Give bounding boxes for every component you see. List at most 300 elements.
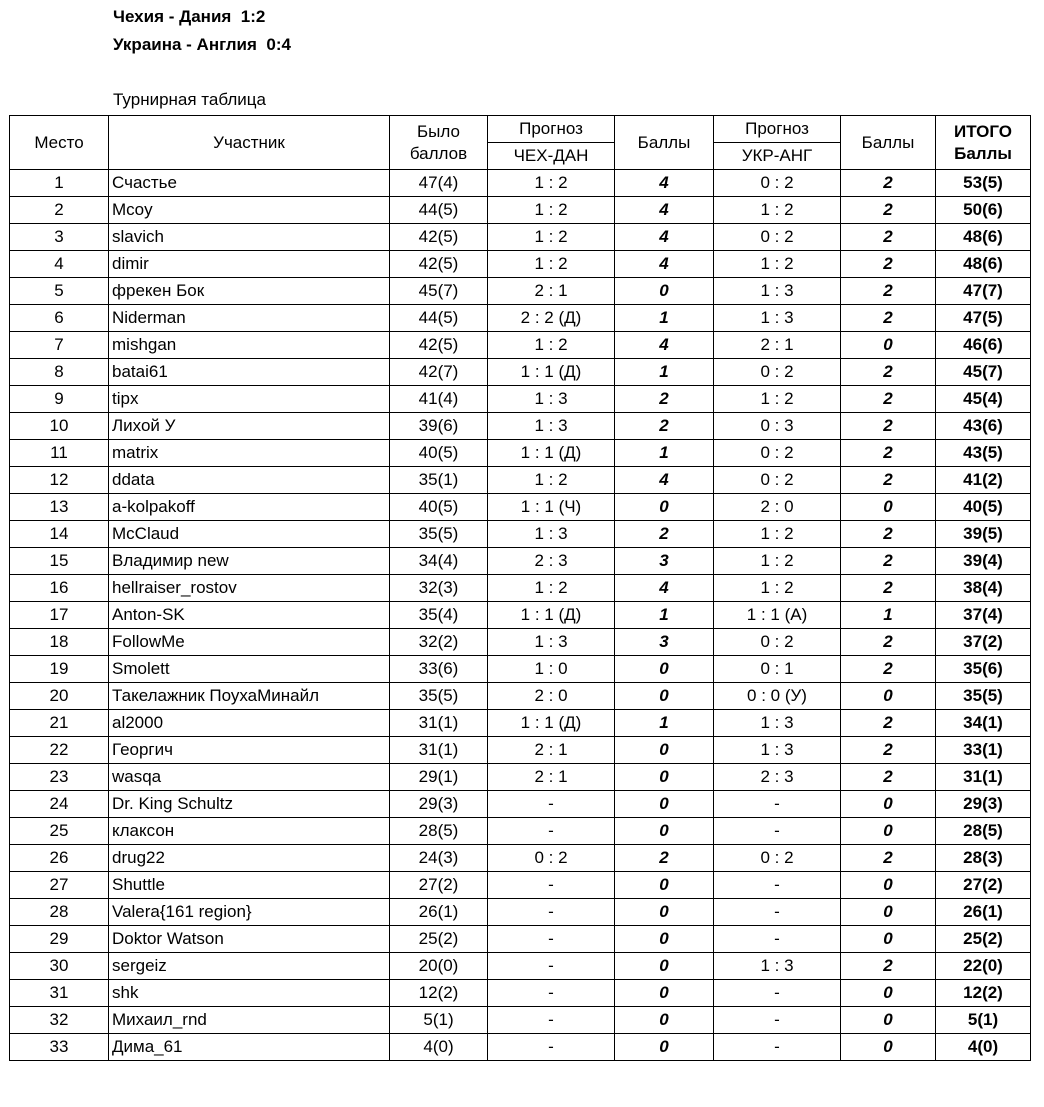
previous-points-cell: 42(5) xyxy=(390,251,488,278)
forecast-2-cell: 0 : 2 xyxy=(714,224,841,251)
place-cell: 22 xyxy=(10,737,109,764)
points-1-cell: 1 xyxy=(615,440,714,467)
points-2-cell: 0 xyxy=(841,1034,936,1061)
previous-points-cell: 24(3) xyxy=(390,845,488,872)
place-cell: 17 xyxy=(10,602,109,629)
participant-cell: клаксон xyxy=(109,818,390,845)
participant-cell: фрекен Бок xyxy=(109,278,390,305)
previous-points-cell: 33(6) xyxy=(390,656,488,683)
forecast-1-cell: 1 : 3 xyxy=(488,521,615,548)
table-row xyxy=(10,521,1031,548)
forecast-2-cell: - xyxy=(714,791,841,818)
participant-cell: McClaud xyxy=(109,521,390,548)
points-1-cell: 0 xyxy=(615,980,714,1007)
header-total xyxy=(936,116,1031,170)
table-row xyxy=(10,845,1031,872)
table-row xyxy=(10,251,1031,278)
points-2-cell: 2 xyxy=(841,521,936,548)
points-2-cell: 2 xyxy=(841,224,936,251)
forecast-1-cell: 2 : 3 xyxy=(488,548,615,575)
total-cell: 35(5) xyxy=(936,683,1031,710)
table-row xyxy=(10,197,1031,224)
previous-points-cell: 31(1) xyxy=(390,737,488,764)
points-2-cell: 2 xyxy=(841,575,936,602)
header-forecast-1: Прогноз xyxy=(488,116,615,143)
total-cell: 27(2) xyxy=(936,872,1031,899)
participant-cell: ddata xyxy=(109,467,390,494)
place-cell: 31 xyxy=(10,980,109,1007)
points-1-cell: 4 xyxy=(615,467,714,494)
total-cell: 41(2) xyxy=(936,467,1031,494)
points-2-cell: 2 xyxy=(841,737,936,764)
total-cell: 45(4) xyxy=(936,386,1031,413)
points-2-cell: 0 xyxy=(841,899,936,926)
previous-points-cell: 12(2) xyxy=(390,980,488,1007)
place-cell: 12 xyxy=(10,467,109,494)
place-cell: 23 xyxy=(10,764,109,791)
table-row xyxy=(10,278,1031,305)
place-cell: 3 xyxy=(10,224,109,251)
points-2-cell: 2 xyxy=(841,251,936,278)
forecast-1-cell: 1 : 1 (Д) xyxy=(488,359,615,386)
forecast-2-cell: 1 : 3 xyxy=(714,953,841,980)
participant-cell: Niderman xyxy=(109,305,390,332)
header-forecast-2: Прогноз xyxy=(714,116,841,143)
place-cell: 26 xyxy=(10,845,109,872)
points-2-cell: 2 xyxy=(841,197,936,224)
previous-points-cell: 40(5) xyxy=(390,494,488,521)
participant-cell: sergeiz xyxy=(109,953,390,980)
table-row xyxy=(10,764,1031,791)
participant-cell: Счастье xyxy=(109,170,390,197)
forecast-1-cell: - xyxy=(488,899,615,926)
header-match-1: ЧЕХ-ДАН xyxy=(488,143,615,170)
forecast-1-cell: 1 : 1 (Д) xyxy=(488,602,615,629)
place-cell: 4 xyxy=(10,251,109,278)
points-2-cell: 2 xyxy=(841,764,936,791)
points-1-cell: 1 xyxy=(615,305,714,332)
forecast-1-cell: 1 : 3 xyxy=(488,413,615,440)
participant-cell: hellraiser_rostov xyxy=(109,575,390,602)
place-cell: 16 xyxy=(10,575,109,602)
points-2-cell: 2 xyxy=(841,656,936,683)
forecast-2-cell: 1 : 3 xyxy=(714,737,841,764)
points-1-cell: 0 xyxy=(615,683,714,710)
place-cell: 24 xyxy=(10,791,109,818)
participant-cell: Дима_61 xyxy=(109,1034,390,1061)
place-cell: 32 xyxy=(10,1007,109,1034)
participant-cell: al2000 xyxy=(109,710,390,737)
header-previous-points xyxy=(390,116,488,170)
total-cell: 26(1) xyxy=(936,899,1031,926)
forecast-2-cell: - xyxy=(714,1007,841,1034)
previous-points-cell: 35(4) xyxy=(390,602,488,629)
place-cell: 5 xyxy=(10,278,109,305)
forecast-1-cell: 1 : 1 (Д) xyxy=(488,710,615,737)
previous-points-cell: 29(3) xyxy=(390,791,488,818)
table-row xyxy=(10,386,1031,413)
participant-cell: drug22 xyxy=(109,845,390,872)
previous-points-cell: 35(5) xyxy=(390,521,488,548)
points-1-cell: 2 xyxy=(615,386,714,413)
place-cell: 33 xyxy=(10,1034,109,1061)
participant-cell: Valera{161 region} xyxy=(109,899,390,926)
table-row xyxy=(10,602,1031,629)
forecast-1-cell: 1 : 2 xyxy=(488,467,615,494)
participant-cell: FollowMe xyxy=(109,629,390,656)
previous-points-cell: 42(5) xyxy=(390,332,488,359)
forecast-1-cell: 1 : 1 (Д) xyxy=(488,440,615,467)
points-2-cell: 0 xyxy=(841,494,936,521)
points-1-cell: 0 xyxy=(615,926,714,953)
points-1-cell: 1 xyxy=(615,710,714,737)
place-cell: 6 xyxy=(10,305,109,332)
total-cell: 43(6) xyxy=(936,413,1031,440)
points-2-cell: 2 xyxy=(841,413,936,440)
forecast-2-cell: 1 : 2 xyxy=(714,386,841,413)
points-1-cell: 3 xyxy=(615,629,714,656)
previous-points-cell: 25(2) xyxy=(390,926,488,953)
table-row xyxy=(10,1007,1031,1034)
points-1-cell: 0 xyxy=(615,953,714,980)
forecast-1-cell: 2 : 2 (Д) xyxy=(488,305,615,332)
forecast-2-cell: 0 : 3 xyxy=(714,413,841,440)
points-1-cell: 4 xyxy=(615,332,714,359)
table-header xyxy=(10,116,1031,170)
points-2-cell: 2 xyxy=(841,845,936,872)
forecast-1-cell: 0 : 2 xyxy=(488,845,615,872)
forecast-1-cell: 1 : 2 xyxy=(488,224,615,251)
place-cell: 15 xyxy=(10,548,109,575)
total-cell: 35(6) xyxy=(936,656,1031,683)
place-cell: 20 xyxy=(10,683,109,710)
points-1-cell: 4 xyxy=(615,224,714,251)
previous-points-cell: 40(5) xyxy=(390,440,488,467)
points-1-cell: 0 xyxy=(615,494,714,521)
forecast-2-cell: 0 : 2 xyxy=(714,629,841,656)
forecast-2-cell: 0 : 2 xyxy=(714,467,841,494)
total-cell: 25(2) xyxy=(936,926,1031,953)
table-row xyxy=(10,467,1031,494)
table-row xyxy=(10,224,1031,251)
forecast-2-cell: - xyxy=(714,818,841,845)
previous-points-cell: 44(5) xyxy=(390,305,488,332)
table-row xyxy=(10,818,1031,845)
header-points-2: Баллы xyxy=(841,116,936,170)
total-cell: 37(4) xyxy=(936,602,1031,629)
header-previous-line2: баллов xyxy=(409,143,468,163)
forecast-1-cell: - xyxy=(488,791,615,818)
previous-points-cell: 42(7) xyxy=(390,359,488,386)
total-cell: 37(2) xyxy=(936,629,1031,656)
total-cell: 4(0) xyxy=(936,1034,1031,1061)
participant-cell: Михаил_rnd xyxy=(109,1007,390,1034)
match-result-2: Украина - Англия 0:4 xyxy=(113,35,291,54)
previous-points-cell: 41(4) xyxy=(390,386,488,413)
forecast-1-cell: 1 : 3 xyxy=(488,386,615,413)
forecast-2-cell: - xyxy=(714,872,841,899)
table-row xyxy=(10,629,1031,656)
points-1-cell: 2 xyxy=(615,413,714,440)
points-2-cell: 0 xyxy=(841,683,936,710)
forecast-2-cell: 0 : 2 xyxy=(714,170,841,197)
place-cell: 10 xyxy=(10,413,109,440)
previous-points-cell: 32(2) xyxy=(390,629,488,656)
forecast-2-cell: 0 : 0 (У) xyxy=(714,683,841,710)
points-2-cell: 2 xyxy=(841,440,936,467)
table-row xyxy=(10,548,1031,575)
forecast-1-cell: 1 : 2 xyxy=(488,332,615,359)
table-row xyxy=(10,980,1031,1007)
table-row xyxy=(10,575,1031,602)
forecast-2-cell: 0 : 2 xyxy=(714,359,841,386)
points-1-cell: 2 xyxy=(615,845,714,872)
points-2-cell: 0 xyxy=(841,872,936,899)
points-1-cell: 4 xyxy=(615,170,714,197)
forecast-2-cell: 1 : 2 xyxy=(714,251,841,278)
total-cell: 5(1) xyxy=(936,1007,1031,1034)
points-1-cell: 1 xyxy=(615,359,714,386)
table-row xyxy=(10,1034,1031,1061)
total-cell: 39(4) xyxy=(936,548,1031,575)
points-2-cell: 2 xyxy=(841,710,936,737)
header-total-line1: ИТОГО xyxy=(953,121,1013,141)
forecast-2-cell: 1 : 3 xyxy=(714,278,841,305)
table-row xyxy=(10,170,1031,197)
points-2-cell: 0 xyxy=(841,926,936,953)
forecast-2-cell: 0 : 2 xyxy=(714,845,841,872)
forecast-2-cell: - xyxy=(714,926,841,953)
points-1-cell: 1 xyxy=(615,602,714,629)
table-row xyxy=(10,656,1031,683)
points-1-cell: 4 xyxy=(615,251,714,278)
forecast-1-cell: 1 : 2 xyxy=(488,197,615,224)
forecast-1-cell: - xyxy=(488,1007,615,1034)
previous-points-cell: 32(3) xyxy=(390,575,488,602)
forecast-1-cell: 2 : 1 xyxy=(488,278,615,305)
total-cell: 34(1) xyxy=(936,710,1031,737)
participant-cell: matrix xyxy=(109,440,390,467)
place-cell: 1 xyxy=(10,170,109,197)
forecast-2-cell: 0 : 1 xyxy=(714,656,841,683)
total-cell: 47(7) xyxy=(936,278,1031,305)
participant-cell: Такелажник ПоухаМинайл xyxy=(109,683,390,710)
place-cell: 2 xyxy=(10,197,109,224)
forecast-1-cell: 2 : 1 xyxy=(488,737,615,764)
total-cell: 28(3) xyxy=(936,845,1031,872)
participant-cell: Владимир new xyxy=(109,548,390,575)
participant-cell: shk xyxy=(109,980,390,1007)
points-1-cell: 0 xyxy=(615,818,714,845)
participant-cell: Георгич xyxy=(109,737,390,764)
points-2-cell: 0 xyxy=(841,980,936,1007)
place-cell: 9 xyxy=(10,386,109,413)
points-2-cell: 2 xyxy=(841,953,936,980)
total-cell: 48(6) xyxy=(936,251,1031,278)
participant-cell: Shuttle xyxy=(109,872,390,899)
points-1-cell: 0 xyxy=(615,737,714,764)
points-2-cell: 1 xyxy=(841,602,936,629)
total-cell: 45(7) xyxy=(936,359,1031,386)
place-cell: 13 xyxy=(10,494,109,521)
previous-points-cell: 20(0) xyxy=(390,953,488,980)
total-cell: 50(6) xyxy=(936,197,1031,224)
forecast-2-cell: 0 : 2 xyxy=(714,440,841,467)
previous-points-cell: 42(5) xyxy=(390,224,488,251)
forecast-2-cell: 1 : 3 xyxy=(714,710,841,737)
previous-points-cell: 26(1) xyxy=(390,899,488,926)
previous-points-cell: 29(1) xyxy=(390,764,488,791)
place-cell: 11 xyxy=(10,440,109,467)
table-row xyxy=(10,872,1031,899)
forecast-1-cell: - xyxy=(488,872,615,899)
points-2-cell: 2 xyxy=(841,386,936,413)
previous-points-cell: 34(4) xyxy=(390,548,488,575)
table-row xyxy=(10,737,1031,764)
points-1-cell: 0 xyxy=(615,1007,714,1034)
forecast-2-cell: 1 : 2 xyxy=(714,197,841,224)
table-row xyxy=(10,710,1031,737)
standings-table xyxy=(9,115,1031,1061)
previous-points-cell: 4(0) xyxy=(390,1034,488,1061)
place-cell: 25 xyxy=(10,818,109,845)
points-2-cell: 0 xyxy=(841,332,936,359)
points-2-cell: 0 xyxy=(841,1007,936,1034)
forecast-1-cell: 1 : 2 xyxy=(488,170,615,197)
participant-cell: a-kolpakoff xyxy=(109,494,390,521)
forecast-2-cell: 1 : 1 (А) xyxy=(714,602,841,629)
previous-points-cell: 5(1) xyxy=(390,1007,488,1034)
forecast-1-cell: 1 : 2 xyxy=(488,575,615,602)
forecast-2-cell: 2 : 0 xyxy=(714,494,841,521)
table-caption: Турнирная таблица xyxy=(113,90,266,109)
forecast-2-cell: 1 : 2 xyxy=(714,521,841,548)
forecast-2-cell: - xyxy=(714,899,841,926)
previous-points-cell: 47(4) xyxy=(390,170,488,197)
total-cell: 47(5) xyxy=(936,305,1031,332)
previous-points-cell: 35(5) xyxy=(390,683,488,710)
points-2-cell: 0 xyxy=(841,818,936,845)
table-row xyxy=(10,683,1031,710)
previous-points-cell: 31(1) xyxy=(390,710,488,737)
previous-points-cell: 27(2) xyxy=(390,872,488,899)
total-cell: 38(4) xyxy=(936,575,1031,602)
points-1-cell: 4 xyxy=(615,575,714,602)
forecast-2-cell: - xyxy=(714,1034,841,1061)
forecast-1-cell: 2 : 0 xyxy=(488,683,615,710)
place-cell: 29 xyxy=(10,926,109,953)
points-2-cell: 2 xyxy=(841,359,936,386)
forecast-1-cell: 1 : 0 xyxy=(488,656,615,683)
forecast-1-cell: 2 : 1 xyxy=(488,764,615,791)
place-cell: 18 xyxy=(10,629,109,656)
points-1-cell: 0 xyxy=(615,872,714,899)
header-total-line2: Баллы xyxy=(954,143,1012,163)
participant-cell: Mcoy xyxy=(109,197,390,224)
previous-points-cell: 28(5) xyxy=(390,818,488,845)
points-1-cell: 0 xyxy=(615,278,714,305)
points-2-cell: 0 xyxy=(841,791,936,818)
table-row xyxy=(10,413,1031,440)
total-cell: 28(5) xyxy=(936,818,1031,845)
table-row xyxy=(10,953,1031,980)
forecast-2-cell: 1 : 3 xyxy=(714,305,841,332)
forecast-2-cell: 2 : 3 xyxy=(714,764,841,791)
forecast-2-cell: 1 : 2 xyxy=(714,548,841,575)
place-cell: 27 xyxy=(10,872,109,899)
points-1-cell: 0 xyxy=(615,899,714,926)
total-cell: 22(0) xyxy=(936,953,1031,980)
participant-cell: batai61 xyxy=(109,359,390,386)
table-row xyxy=(10,899,1031,926)
points-2-cell: 2 xyxy=(841,170,936,197)
points-2-cell: 2 xyxy=(841,305,936,332)
participant-cell: mishgan xyxy=(109,332,390,359)
participant-cell: Anton-SK xyxy=(109,602,390,629)
place-cell: 21 xyxy=(10,710,109,737)
forecast-1-cell: - xyxy=(488,926,615,953)
points-1-cell: 0 xyxy=(615,764,714,791)
points-1-cell: 2 xyxy=(615,521,714,548)
total-cell: 53(5) xyxy=(936,170,1031,197)
points-1-cell: 0 xyxy=(615,1034,714,1061)
place-cell: 14 xyxy=(10,521,109,548)
match-result-1: Чехия - Дания 1:2 xyxy=(113,7,266,26)
participant-cell: dimir xyxy=(109,251,390,278)
total-cell: 39(5) xyxy=(936,521,1031,548)
place-cell: 30 xyxy=(10,953,109,980)
place-cell: 28 xyxy=(10,899,109,926)
total-cell: 33(1) xyxy=(936,737,1031,764)
participant-cell: wasqa xyxy=(109,764,390,791)
total-cell: 40(5) xyxy=(936,494,1031,521)
points-2-cell: 2 xyxy=(841,548,936,575)
points-1-cell: 3 xyxy=(615,548,714,575)
points-2-cell: 2 xyxy=(841,629,936,656)
header-place: Место xyxy=(10,116,109,170)
participant-cell: Smolett xyxy=(109,656,390,683)
points-1-cell: 0 xyxy=(615,791,714,818)
previous-points-cell: 45(7) xyxy=(390,278,488,305)
total-cell: 43(5) xyxy=(936,440,1031,467)
place-cell: 7 xyxy=(10,332,109,359)
points-1-cell: 4 xyxy=(615,197,714,224)
previous-points-cell: 35(1) xyxy=(390,467,488,494)
total-cell: 31(1) xyxy=(936,764,1031,791)
forecast-1-cell: - xyxy=(488,980,615,1007)
place-cell: 19 xyxy=(10,656,109,683)
table-row xyxy=(10,791,1031,818)
place-cell: 8 xyxy=(10,359,109,386)
points-2-cell: 2 xyxy=(841,467,936,494)
table-row xyxy=(10,494,1031,521)
previous-points-cell: 44(5) xyxy=(390,197,488,224)
participant-cell: Doktor Watson xyxy=(109,926,390,953)
table-row xyxy=(10,440,1031,467)
forecast-2-cell: 2 : 1 xyxy=(714,332,841,359)
participant-cell: slavich xyxy=(109,224,390,251)
header-previous-line1: Было xyxy=(417,121,460,141)
total-cell: 46(6) xyxy=(936,332,1031,359)
total-cell: 29(3) xyxy=(936,791,1031,818)
total-cell: 48(6) xyxy=(936,224,1031,251)
participant-cell: Лихой У xyxy=(109,413,390,440)
forecast-2-cell: - xyxy=(714,980,841,1007)
participant-cell: tipx xyxy=(109,386,390,413)
participant-cell: Dr. King Schultz xyxy=(109,791,390,818)
table-body xyxy=(10,170,1031,1061)
header-points-1: Баллы xyxy=(615,116,714,170)
